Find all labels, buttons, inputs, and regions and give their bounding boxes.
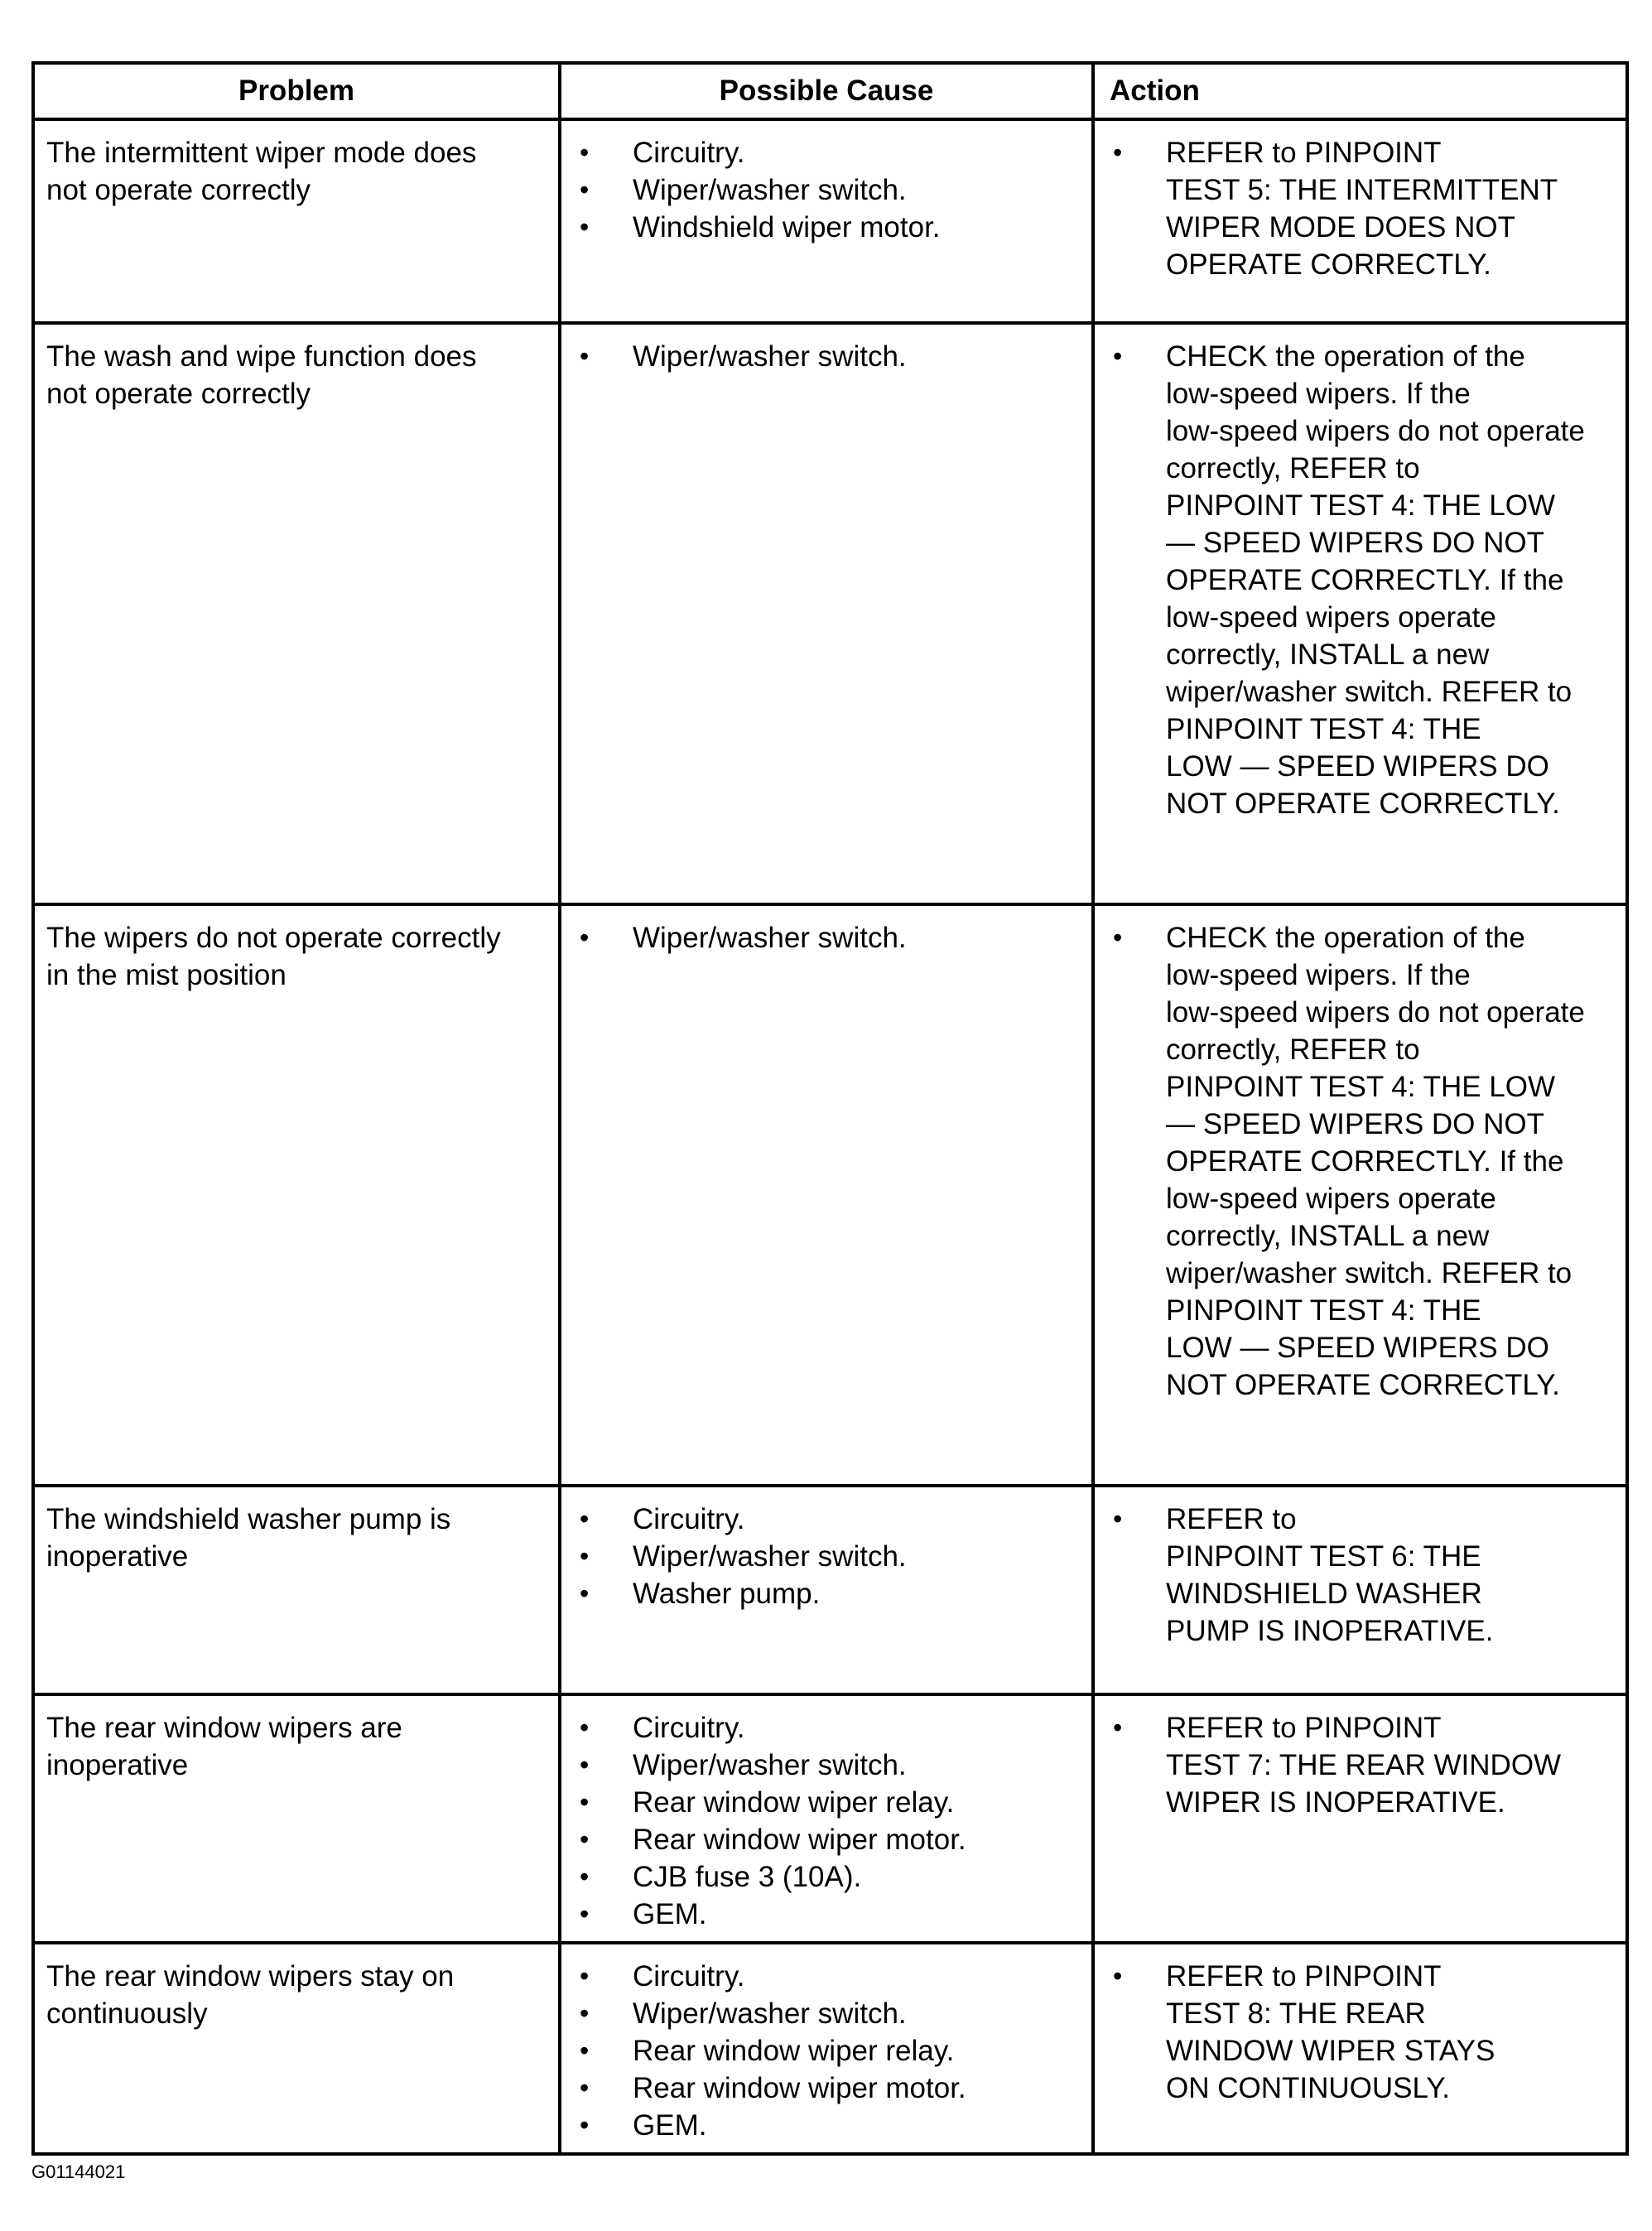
action-list (1095, 1696, 1626, 1829)
figure-reference-code: G01144021 (31, 2161, 126, 2182)
action-list-item (1095, 1709, 1616, 1821)
cause-list-item: • GEM. (561, 1896, 1081, 1933)
action-text: • REFER to PINPOINT TEST 6: THE WINDSHIELD WASHER PUMP IS INOPERATIVE. (1166, 1503, 1494, 1647)
cause-list-item: • Circuitry. (561, 1501, 1081, 1538)
action-list-item (1095, 338, 1616, 822)
cause-list-item: • Rear window wiper motor. (561, 1821, 1081, 1858)
cause-list (561, 325, 1091, 383)
problem-text: The windshield washer pump is inoperative (46, 1503, 451, 1573)
action-text: • REFER to PINPOINT TEST 8: THE REAR WINDOW WIPER STAYS ON CONTINUOUSLY. (1166, 1960, 1495, 2104)
table-row (33, 323, 1627, 904)
cause-list-item: • Wiper/washer switch. (561, 1538, 1081, 1575)
cause-list-item: • Rear window wiper relay. (561, 2032, 1081, 2070)
problem-cell (33, 1486, 560, 1694)
cause-list (561, 121, 1091, 254)
action-cell (1093, 119, 1627, 323)
action-list (1095, 906, 1626, 1412)
cause-list-item: • Washer pump. (561, 1575, 1081, 1612)
problem-text: The rear window wipers stay on continuously (46, 1960, 455, 2030)
table-row (33, 1694, 1627, 1943)
cause-list (561, 1944, 1091, 2152)
header-row (33, 63, 1627, 119)
problem-text: The intermittent wiper mode does not operate correctly (46, 137, 477, 206)
problem-cell (33, 1694, 560, 1943)
cause-list (561, 1487, 1091, 1621)
cause-list-item: • CJB fuse 3 (10A). (561, 1858, 1081, 1896)
problem-cell (33, 1943, 560, 2154)
problem-text: The rear window wipers are inoperative (46, 1712, 402, 1781)
action-text: • CHECK the operation of the low-speed wipers. If the low-speed wipers do not operate correctly, REFER to PINPOINT TEST 4: THE LOW — SPEED WIPERS DO NOT OPERATE CORRECTLY. If the low-speed wipers operate correctly, INSTALL a new wiper/washer switch. REFER to PINPOINT TEST 4: THE LOW — SPEED WIPERS DO NOT OPERATE CORRECTLY. (1166, 340, 1585, 820)
action-list (1095, 325, 1626, 831)
action-list (1095, 1944, 1626, 2115)
possible-cause-cell (560, 1486, 1093, 1694)
action-list-item (1095, 1958, 1616, 2107)
action-list (1095, 121, 1626, 292)
problem-cell (33, 323, 560, 904)
table-row (33, 904, 1627, 1486)
cause-list (561, 1696, 1091, 1941)
action-list-item (1095, 134, 1616, 283)
cause-list-item: • Wiper/washer switch. (561, 171, 1081, 209)
possible-cause-cell (560, 904, 1093, 1486)
action-cell (1093, 1694, 1627, 1943)
header-problem: Problem (33, 63, 560, 119)
cause-list-item: • Circuitry. (561, 1958, 1081, 1995)
table-row (33, 119, 1627, 323)
action-text: • REFER to PINPOINT TEST 5: THE INTERMITTENT WIPER MODE DOES NOT OPERATE CORRECTLY. (1166, 137, 1558, 281)
problem-cell (33, 119, 560, 323)
table-row (33, 1486, 1627, 1694)
action-cell (1093, 1943, 1627, 2154)
table-body (33, 119, 1627, 2154)
diagnosis-table (31, 61, 1629, 2156)
action-cell (1093, 323, 1627, 904)
possible-cause-cell (560, 1943, 1093, 2154)
cause-list-item: • Circuitry. (561, 1709, 1081, 1747)
problem-text: The wash and wipe function does not operate correctly (46, 340, 477, 410)
cause-list-item: • Wiper/washer switch. (561, 919, 1081, 956)
cause-list-item: • Wiper/washer switch. (561, 338, 1081, 375)
possible-cause-cell (560, 1694, 1093, 1943)
action-list-item (1095, 1501, 1616, 1650)
cause-list-item: • Rear window wiper relay. (561, 1784, 1081, 1821)
action-cell (1093, 904, 1627, 1486)
cause-list-item: • Circuitry. (561, 134, 1081, 171)
cause-list-item: • Rear window wiper motor. (561, 2070, 1081, 2107)
action-text: • CHECK the operation of the low-speed wipers. If the low-speed wipers do not operate correctly, REFER to PINPOINT TEST 4: THE LOW — SPEED WIPERS DO NOT OPERATE CORRECTLY. If the low-speed wipers operate correctly, INSTALL a new wiper/washer switch. REFER to PINPOINT TEST 4: THE LOW — SPEED WIPERS DO NOT OPERATE CORRECTLY. (1166, 922, 1585, 1401)
action-list (1095, 1487, 1626, 1658)
header-possible-cause: Possible Cause (560, 63, 1093, 119)
cause-list-item: • Wiper/washer switch. (561, 1747, 1081, 1784)
table-row (33, 1943, 1627, 2154)
action-text: • REFER to PINPOINT TEST 7: THE REAR WINDOW WIPER IS INOPERATIVE. (1166, 1712, 1562, 1819)
problem-text: The wipers do not operate correctly in the mist position (46, 922, 501, 991)
action-cell (1093, 1486, 1627, 1694)
cause-list-item: • GEM. (561, 2107, 1081, 2144)
cause-list-item: • Windshield wiper motor. (561, 209, 1081, 246)
problem-cell (33, 904, 560, 1486)
cause-list-item: • Wiper/washer switch. (561, 1995, 1081, 2032)
action-list-item (1095, 919, 1616, 1404)
cause-list (561, 906, 1091, 965)
possible-cause-cell (560, 323, 1093, 904)
header-action: Action (1093, 63, 1627, 119)
possible-cause-cell (560, 119, 1093, 323)
